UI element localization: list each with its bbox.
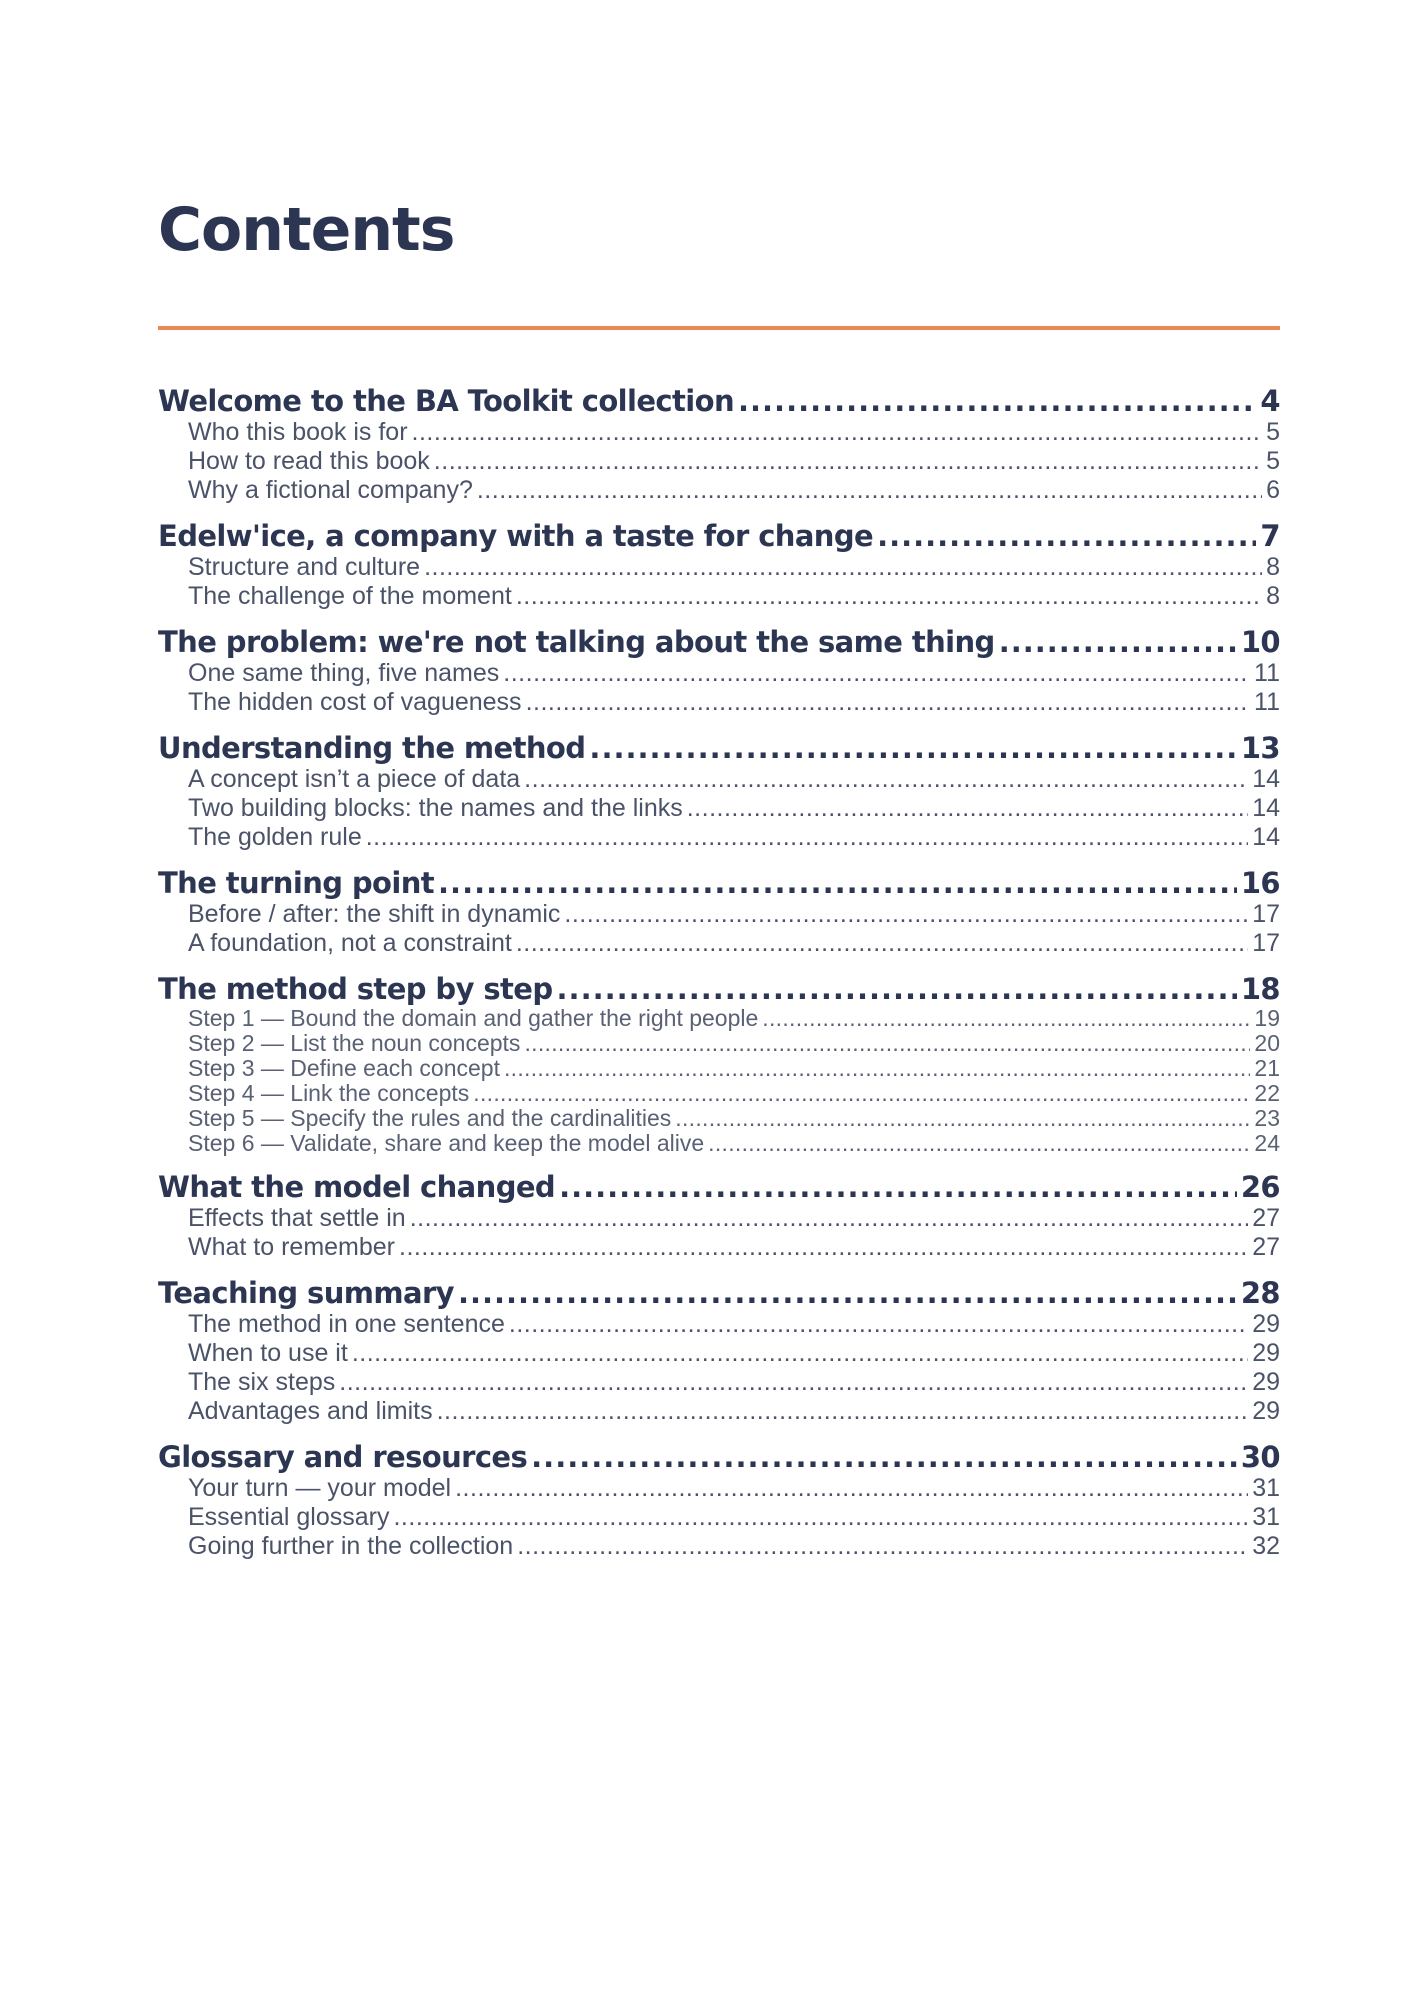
toc-entry-title: Teaching summary [158,1276,454,1310]
toc-entry-title: The six steps [188,1368,336,1396]
toc-subentry[interactable] [158,1532,1280,1561]
toc-page-number: 19 [1254,1005,1280,1031]
toc-subentry[interactable] [158,447,1280,476]
dot-leader [877,519,1256,553]
toc-entry-title: One same thing, five names [188,659,500,687]
toc-page-number: 14 [1252,823,1280,851]
toc-page-number: 24 [1254,1130,1280,1156]
toc-page-number: 23 [1254,1105,1280,1131]
toc-subentry[interactable] [158,1310,1280,1339]
toc-chapter-entry[interactable] [158,384,1280,418]
toc-page-number: 8 [1266,553,1280,581]
dot-leader [762,1006,1250,1031]
toc-entry-title: Step 2 — List the noun concepts [188,1030,521,1056]
toc-entry-title: Effects that settle in [188,1204,406,1232]
toc-page-number: 11 [1254,659,1280,687]
toc-section [158,1170,1280,1262]
toc-entry-title: Step 6 — Validate, share and keep the model alive [188,1130,705,1156]
toc-subentry[interactable] [158,765,1280,794]
toc-page-number: 8 [1266,582,1280,610]
dot-leader [399,1233,1248,1262]
toc-page-number: 16 [1240,866,1280,900]
toc-entry-title: Welcome to the BA Toolkit collection [158,384,734,418]
toc-entry-title: The golden rule [188,823,362,851]
toc-subentry[interactable] [158,1031,1280,1056]
toc-entry-title: A foundation, not a constraint [188,929,512,957]
toc-subentry[interactable] [158,929,1280,958]
dot-leader [473,1081,1250,1106]
dot-leader [708,1131,1250,1156]
toc-subentry[interactable] [158,900,1280,929]
dot-leader [393,1503,1248,1532]
toc-subentry[interactable] [158,553,1280,582]
toc-section [158,1440,1280,1561]
dot-leader [434,447,1262,476]
toc-chapter-entry[interactable] [158,866,1280,900]
toc-entry-title: Before / after: the shift in dynamic [188,900,561,928]
toc-entry-title: Essential glossary [188,1503,390,1531]
toc-entry-title: Two building blocks: the names and the links [188,794,683,822]
toc-subentry[interactable] [158,1233,1280,1262]
toc-entry-title: Why a fictional company? [188,476,473,504]
toc-page-number: 4 [1260,384,1280,418]
toc-chapter-entry[interactable] [158,731,1280,765]
toc-subentry[interactable] [158,1339,1280,1368]
toc-entry-title: The hidden cost of vagueness [188,688,522,716]
toc-subentry[interactable] [158,794,1280,823]
toc-section [158,519,1280,611]
toc-page-number: 29 [1252,1368,1280,1396]
dot-leader [410,1204,1248,1233]
toc-subentry[interactable] [158,1106,1280,1131]
toc-section [158,1276,1280,1426]
table-of-contents [158,384,1280,1575]
title-divider [158,326,1280,330]
toc-page-number: 14 [1252,765,1280,793]
toc-entry-title: Step 3 — Define each concept [188,1055,500,1081]
dot-leader [589,731,1236,765]
toc-subentry[interactable] [158,418,1280,447]
toc-subentry[interactable] [158,1474,1280,1503]
toc-subentry[interactable] [158,582,1280,611]
toc-subentry[interactable] [158,688,1280,717]
dot-leader [424,553,1262,582]
toc-entry-title: Your turn — your model [188,1474,452,1502]
toc-section [158,866,1280,958]
toc-page-number: 5 [1266,418,1280,446]
toc-page-number: 17 [1252,900,1280,928]
dot-leader [516,582,1262,611]
dot-leader [455,1474,1248,1503]
toc-subentry[interactable] [158,1368,1280,1397]
dot-leader [412,418,1263,447]
toc-subentry[interactable] [158,659,1280,688]
toc-section [158,384,1280,505]
dot-leader [516,929,1248,958]
toc-page-number: 31 [1252,1503,1280,1531]
toc-page-number: 27 [1252,1233,1280,1261]
toc-page-number: 13 [1240,731,1280,765]
dot-leader [437,1397,1249,1426]
toc-page-number: 18 [1240,972,1280,1006]
toc-page-number: 6 [1266,476,1280,504]
dot-leader [504,1056,1250,1081]
toc-entry-title: Step 5 — Specify the rules and the cardinalities [188,1105,672,1131]
toc-chapter-entry[interactable] [158,972,1280,1006]
toc-entry-title: Step 1 — Bound the domain and gather the right people [188,1005,759,1031]
toc-page-number: 32 [1252,1532,1280,1560]
toc-entry-title: Understanding the method [158,731,586,765]
toc-page-number: 5 [1266,447,1280,475]
toc-page-number: 11 [1254,688,1280,716]
dot-leader [458,1276,1237,1310]
toc-entry-title: The challenge of the moment [188,582,512,610]
dot-leader [339,1368,1248,1397]
toc-entry-title: Structure and culture [188,553,421,581]
dot-leader [438,866,1237,900]
dot-leader [531,1440,1237,1474]
toc-entry-title: What the model changed [158,1170,556,1204]
dot-leader [509,1310,1248,1339]
dot-leader [524,765,1248,794]
dot-leader [477,476,1262,505]
dot-leader [687,794,1248,823]
toc-chapter-entry[interactable] [158,625,1280,659]
dot-leader [738,384,1256,418]
toc-page-number: 26 [1240,1170,1280,1204]
dot-leader [557,972,1237,1006]
toc-entry-title: The problem: we're not talking about the same thing [158,625,995,659]
toc-subentry[interactable] [158,1397,1280,1426]
toc-section [158,731,1280,852]
dot-leader [524,1031,1250,1056]
toc-entry-title: Who this book is for [188,418,408,446]
toc-entry-title: Step 4 — Link the concepts [188,1080,470,1106]
toc-subentry[interactable] [158,1503,1280,1532]
toc-page-number: 17 [1252,929,1280,957]
dot-leader [366,823,1248,852]
toc-page-number: 29 [1252,1310,1280,1338]
toc-page-number: 20 [1254,1030,1280,1056]
dot-leader [559,1170,1237,1204]
toc-page-number: 29 [1252,1397,1280,1425]
page-title: Contents [158,195,455,265]
toc-page-number: 30 [1240,1440,1280,1474]
dot-leader [526,688,1250,717]
toc-entry-title: When to use it [188,1339,348,1367]
toc-subentry[interactable] [158,476,1280,505]
toc-entry-title: How to read this book [188,447,430,475]
dot-leader [517,1532,1248,1561]
toc-page-number: 22 [1254,1080,1280,1106]
toc-entry-title: Going further in the collection [188,1532,514,1560]
toc-chapter-entry[interactable] [158,1440,1280,1474]
toc-entry-title: A concept isn’t a piece of data [188,765,521,793]
dot-leader [503,659,1250,688]
dot-leader [352,1339,1248,1368]
toc-chapter-entry[interactable] [158,519,1280,553]
toc-chapter-entry[interactable] [158,1276,1280,1310]
toc-page-number: 28 [1240,1276,1280,1310]
toc-subentry[interactable] [158,1056,1280,1081]
dot-leader [675,1106,1250,1131]
dot-leader [564,900,1248,929]
toc-subentry[interactable] [158,823,1280,852]
toc-chapter-entry[interactable] [158,1170,1280,1204]
toc-page-number: 10 [1240,625,1280,659]
toc-entry-title: What to remember [188,1233,396,1261]
toc-entry-title: Advantages and limits [188,1397,433,1425]
toc-subentry[interactable] [158,1131,1280,1156]
toc-entry-title: Edelw'ice, a company with a taste for change [158,519,874,553]
toc-entry-title: The method step by step [158,972,553,1006]
toc-subentry[interactable] [158,1204,1280,1233]
toc-entry-title: The turning point [158,866,435,900]
toc-page-number: 29 [1252,1339,1280,1367]
toc-page-number: 31 [1252,1474,1280,1502]
toc-entry-title: The method in one sentence [188,1310,505,1338]
toc-subentry[interactable] [158,1081,1280,1106]
toc-page-number: 27 [1252,1204,1280,1232]
toc-section [158,625,1280,717]
toc-page-number: 7 [1260,519,1280,553]
toc-subentry[interactable] [158,1006,1280,1031]
toc-page-number: 21 [1254,1055,1280,1081]
toc-page-number: 14 [1252,794,1280,822]
toc-section [158,972,1280,1156]
toc-entry-title: Glossary and resources [158,1440,528,1474]
dot-leader [999,625,1237,659]
